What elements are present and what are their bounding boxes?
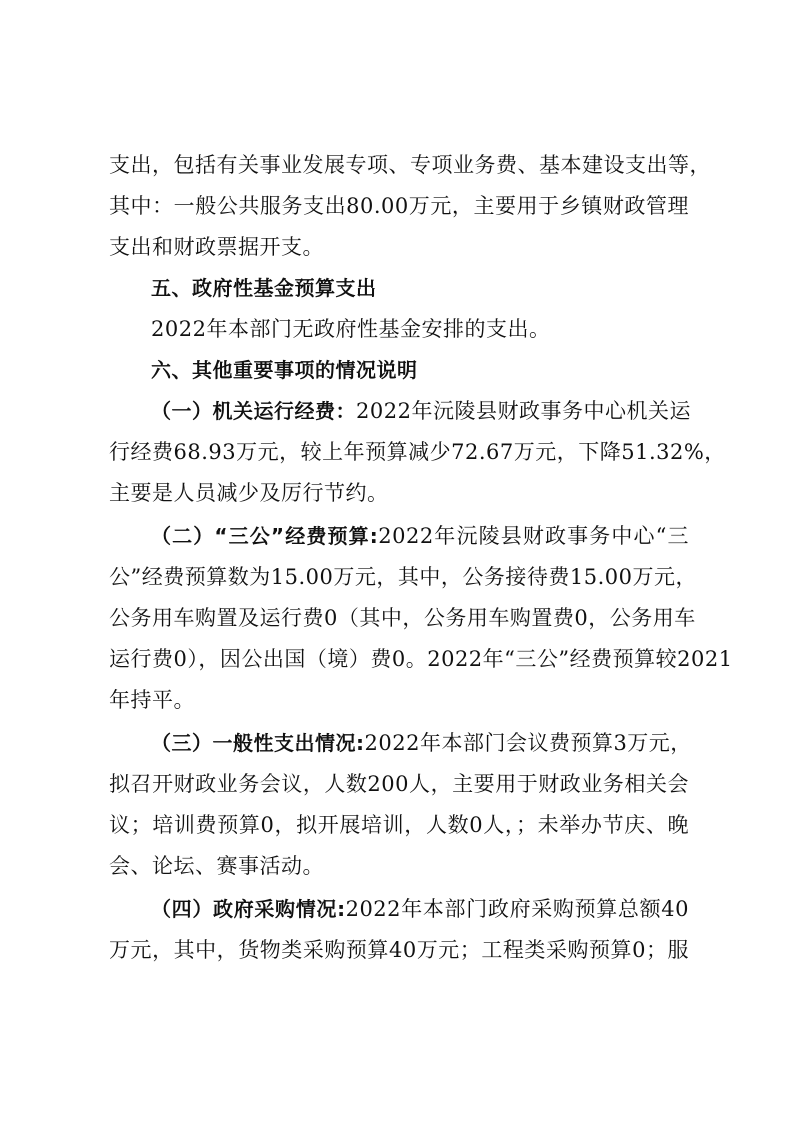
paragraph-line: 支出和财政票据开支。: [109, 235, 324, 259]
paragraph-line: 其中：一般公共服务支出80.00万元，主要用于乡镇财政管理: [109, 194, 689, 218]
paragraph-line: 拟召开财政业务会议，人数200人，主要用于财政业务相关会: [109, 772, 689, 796]
paragraph-line: 会、论坛、赛事活动。: [109, 854, 324, 878]
item-first-line: [151, 889, 689, 930]
item-first-line: [151, 516, 689, 557]
paragraph-line: 支出，包括有关事业发展专项、专项业务费、基本建设支出等，: [109, 153, 711, 177]
item-text: 2022年本部门会议费预算3万元，: [364, 731, 692, 755]
paragraph-line: 年持平。: [109, 688, 195, 712]
item-first-line: [151, 391, 689, 432]
paragraph-line: 公”经费预算数为15.00万元，其中，公务接待费15.00万元，: [109, 565, 697, 589]
paragraph-line: 2022年本部门无政府性基金安排的支出。: [151, 317, 551, 341]
paragraph-line: 主要是人员减少及厉行节约。: [109, 481, 389, 505]
item-lead: （一）机关运行经费：: [151, 399, 356, 423]
item-first-line: [151, 723, 692, 764]
item-text: 2022年沅陵县财政事务中心“三: [378, 524, 689, 548]
paragraph-line: 运行费0），因公出国（境）费0。2022年“三公”经费预算较2021: [109, 647, 733, 671]
paragraph-line: 万元，其中，货物类采购预算40万元；工程类采购预算0；服: [109, 938, 689, 962]
item-text: 2022年本部门政府采购预算总额40: [345, 897, 690, 921]
item-lead: （三）一般性支出情况:: [151, 731, 365, 755]
paragraph-line: 议；培训费预算0，拟开展培训，人数0人，；未举办节庆、晚: [109, 813, 689, 837]
section-heading: 六、其他重要事项的情况说明: [151, 358, 418, 382]
paragraph-line: 公务用车购置及运行费0（其中，公务用车购置费0，公务用车: [109, 606, 696, 630]
paragraph-line: 行经费68.93万元，较上年预算减少72.67万元，下降51.32%，: [109, 440, 726, 464]
item-lead: （二）“三公”经费预算:: [151, 524, 379, 548]
item-lead: （四）政府采购情况:: [151, 897, 346, 921]
section-heading: 五、政府性基金预算支出: [151, 276, 377, 300]
item-text: 2022年沅陵县财政事务中心机关运: [356, 399, 691, 423]
